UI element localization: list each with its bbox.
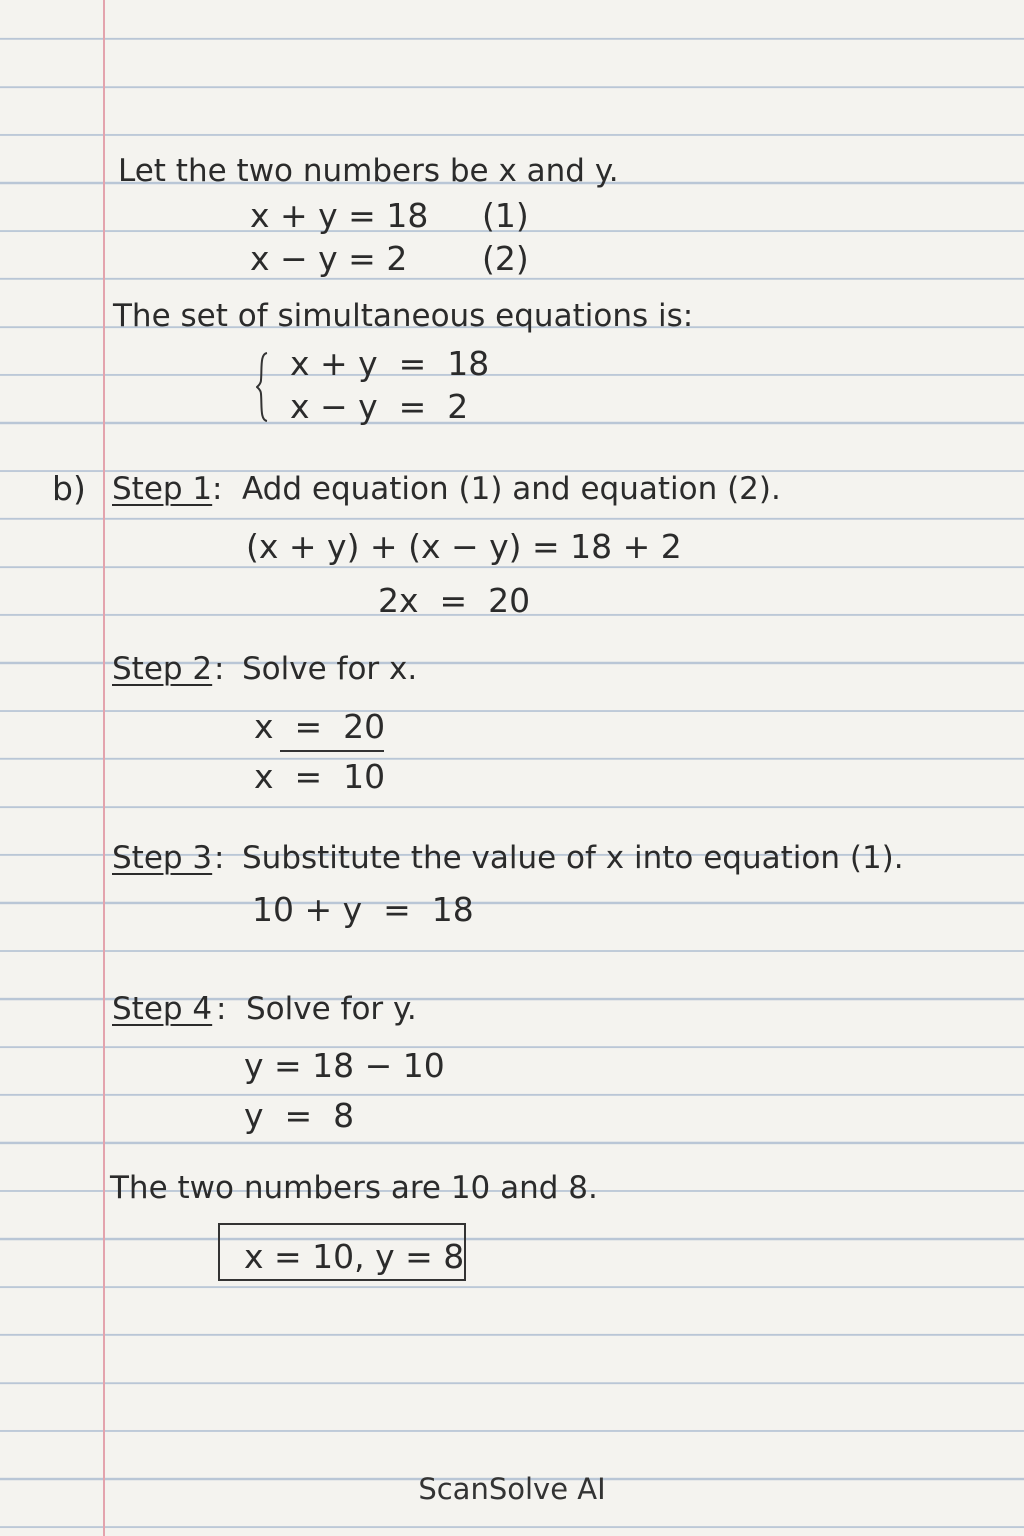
step-4-text: Solve for y. (246, 991, 417, 1027)
step-1-text: Add equation (1) and equation (2). (242, 471, 781, 507)
equation-2-tag: (2) (482, 239, 529, 278)
equation-1-tag: (1) (482, 196, 529, 235)
equation-2: x − y = 2 (250, 239, 408, 278)
step-4-label: Step 4 (112, 991, 213, 1027)
answer-box (218, 1223, 466, 1281)
step-1-label: Step 1 (112, 471, 213, 507)
step-4-equation-1: y = 18 − 10 (244, 1046, 445, 1085)
step-2-equation-2: x = 10 (254, 757, 386, 796)
step-2-label: Step 2 (112, 651, 213, 687)
watermark-logo: ScanSolve AI (418, 1472, 606, 1506)
fraction-bar (280, 750, 384, 752)
step-2-colon: : (214, 651, 225, 687)
step-2-text: Solve for x. (242, 651, 418, 687)
step-3-colon: : (214, 840, 225, 876)
intro-text: Let the two numbers be x and y. (118, 153, 619, 189)
margin-line (103, 0, 105, 1536)
answer-text: x = 10, y = 8 (244, 1237, 465, 1276)
part-label: b) (52, 469, 86, 508)
conclusion-text: The two numbers are 10 and 8. (110, 1170, 598, 1206)
step-4-colon: : (216, 991, 227, 1027)
step-3-equation-1: 10 + y = 18 (252, 890, 474, 929)
step-1-colon: : (212, 471, 223, 507)
step-2-equation-1: x = 20 (254, 707, 386, 746)
equation-1: x + y = 18 (250, 196, 429, 235)
system-heading: The set of simultaneous equations is: (113, 298, 694, 334)
step-3-label: Step 3 (112, 840, 213, 876)
step-1-equation-2: 2x = 20 (378, 581, 531, 620)
step-1-equation-1: (x + y) + (x − y) = 18 + 2 (246, 527, 682, 566)
system-equation-1: x + y = 18 (290, 344, 490, 383)
step-3-text: Substitute the value of x into equation (1). (242, 840, 904, 876)
system-equation-2: x − y = 2 (290, 387, 469, 426)
step-4-equation-2: y = 8 (244, 1096, 355, 1135)
brace-icon (256, 350, 270, 424)
